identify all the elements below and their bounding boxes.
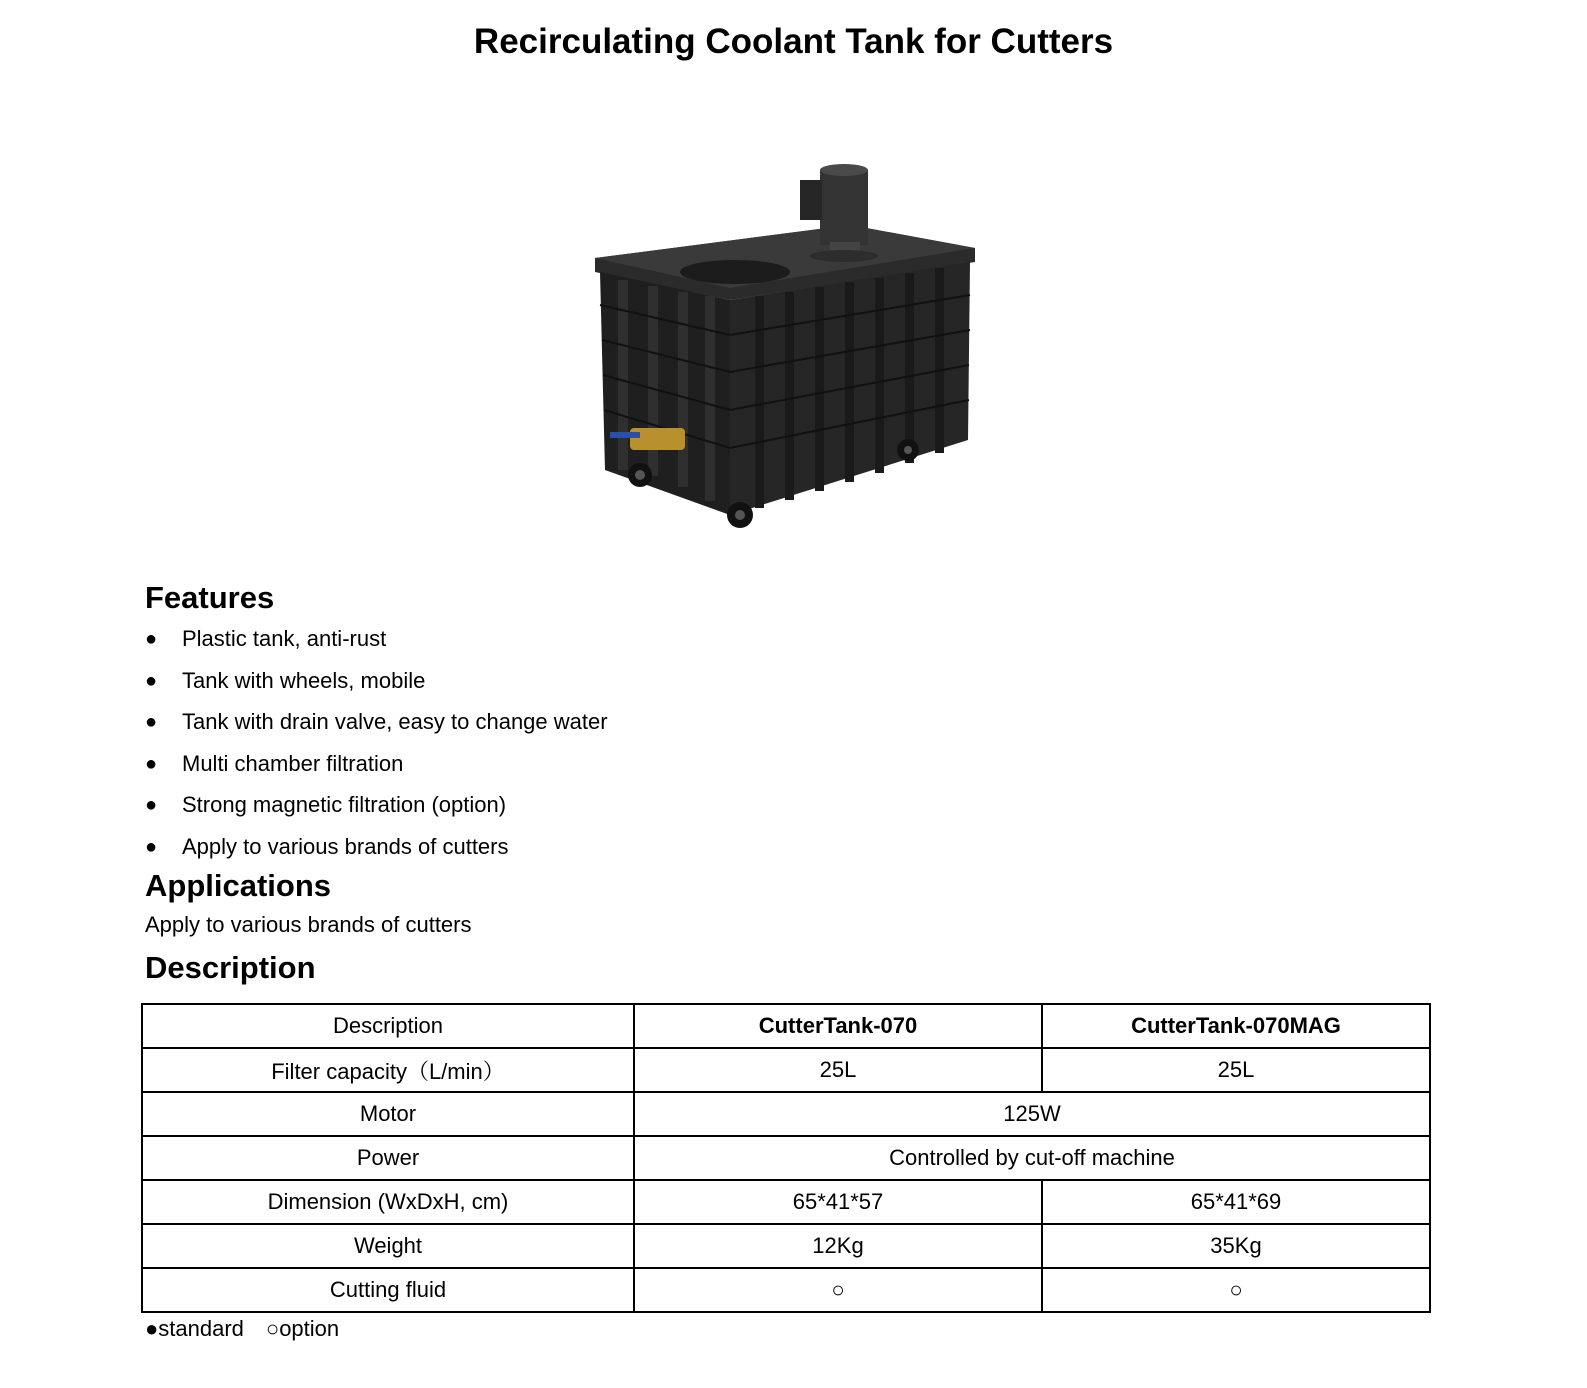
header-cell-model-070mag: CutterTank-070MAG <box>1042 1004 1430 1048</box>
row-label: Dimension (WxDxH, cm) <box>142 1180 634 1224</box>
legend <box>145 1316 339 1342</box>
table-row <box>142 1268 1430 1312</box>
row-label: Filter capacity（L/min） <box>142 1048 634 1092</box>
coolant-tank-image <box>590 160 990 540</box>
list-item <box>145 666 608 708</box>
bullet: ● <box>145 794 158 817</box>
spec-table <box>141 1003 1431 1313</box>
legend-option: ○option <box>265 1316 340 1341</box>
feature-text: Tank with drain valve, easy to change water <box>182 709 608 735</box>
cell-value-merged: Controlled by cut-off machine <box>634 1136 1430 1180</box>
row-label: Motor <box>142 1092 634 1136</box>
header-cell-description: Description <box>142 1004 634 1048</box>
features-heading: Features <box>145 580 275 615</box>
table-row <box>142 1136 1430 1180</box>
page-title: Recirculating Coolant Tank for Cutters <box>473 22 1114 61</box>
table-row <box>142 1224 1430 1268</box>
cell-value: ○ <box>1042 1268 1430 1312</box>
row-label: Cutting fluid <box>142 1268 634 1312</box>
bullet: ● <box>145 752 158 775</box>
features-list <box>145 624 608 874</box>
bullet: ● <box>145 711 158 734</box>
description-heading: Description <box>145 950 316 985</box>
list-item <box>145 624 608 666</box>
cell-value: 35Kg <box>1042 1224 1430 1268</box>
bullet: ● <box>145 628 158 650</box>
list-item <box>145 749 608 791</box>
table-row <box>142 1048 1430 1092</box>
list-item <box>145 790 608 832</box>
applications-text: Apply to various brands of cutters <box>145 912 472 937</box>
table-row <box>142 1092 1430 1136</box>
feature-text: Plastic tank, anti-rust <box>182 626 387 651</box>
cell-value: 25L <box>1042 1048 1430 1092</box>
header-cell-model-070: CutterTank-070 <box>634 1004 1042 1048</box>
row-label: Weight <box>142 1224 634 1268</box>
feature-text: Tank with wheels, mobile <box>182 667 426 693</box>
cell-value: 65*41*57 <box>634 1180 1042 1224</box>
cell-value-merged: 125W <box>634 1092 1430 1136</box>
list-item <box>145 707 608 749</box>
feature-text: Apply to various brands of cutters <box>182 833 509 859</box>
cell-value: 25L <box>634 1048 1042 1092</box>
table-header-row <box>142 1004 1430 1048</box>
legend-standard: ●standard <box>145 1316 244 1341</box>
row-label: Power <box>142 1136 634 1180</box>
bullet: ● <box>145 835 158 858</box>
feature-text: Multi chamber filtration <box>182 750 404 776</box>
table-row <box>142 1180 1430 1224</box>
applications-heading: Applications <box>145 868 332 903</box>
cell-value: 12Kg <box>634 1224 1042 1268</box>
cell-value: ○ <box>634 1268 1042 1312</box>
cell-value: 65*41*69 <box>1042 1180 1430 1224</box>
feature-text: Strong magnetic filtration (option) <box>182 792 507 818</box>
bullet: ● <box>145 669 158 692</box>
